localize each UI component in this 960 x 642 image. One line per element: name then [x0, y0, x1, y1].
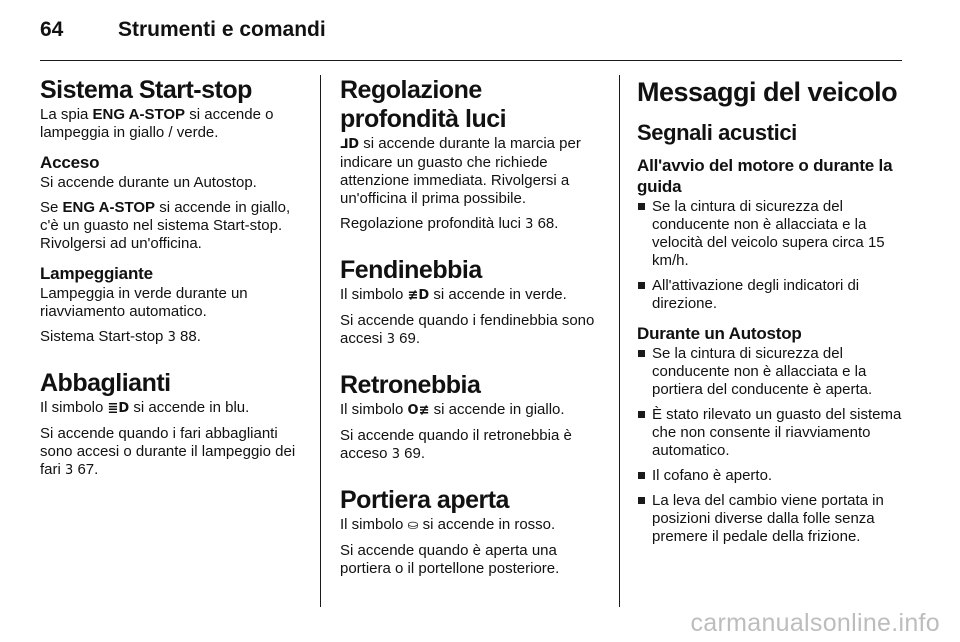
column-3: [637, 76, 907, 553]
page-reference-icon: 3: [65, 463, 74, 478]
page-reference[interactable]: 67.: [77, 461, 99, 478]
page-reference[interactable]: 69.: [399, 330, 421, 347]
page-reference-icon: 3: [525, 217, 534, 232]
lampeggiante-paragraph-2: Sistema Start-stop 3 88.: [40, 328, 201, 345]
eng-a-stop-label: ENG A-STOP: [92, 106, 186, 123]
watermark: carmanualsonline.info: [690, 609, 940, 637]
page-reference-icon: 3: [391, 447, 400, 462]
acceso-title: Acceso: [40, 153, 100, 172]
list-item: È stato rilevato un guasto del sistema che non consente il riavviamento automatico.: [637, 406, 907, 460]
retronebbia-paragraph-2: Si accende quando il retronebbia è acceso 3 69.: [340, 427, 572, 462]
column-divider-2: [619, 75, 620, 607]
page-header: [40, 18, 326, 42]
high-beam-icon: ≣D: [107, 401, 130, 416]
list-item: Se la cintura di sicurezza del conducente non è allacciata e la portiera del conducente è aperta.: [637, 345, 907, 399]
front-fog-light-icon: ≢D: [407, 288, 430, 303]
door-open-icon: ⛀: [407, 518, 419, 533]
portiera-paragraph-2: Si accende quando è aperta una portiera o il portellone posteriore.: [340, 542, 560, 577]
list-item: Il cofano è aperto.: [637, 467, 907, 485]
segnali-title: Segnali acustici: [637, 120, 797, 145]
list-item: Se la cintura di sicurezza del conducente non è allacciata e la velocità del veicolo supera circa 15 km/h.: [637, 198, 907, 270]
section-title: Strumenti e comandi: [118, 18, 326, 41]
start-stop-title: Sistema Start-stop: [40, 76, 252, 104]
page-reference-icon: 3: [386, 332, 395, 347]
abbaglianti-paragraph-1: Il simbolo ≣D si accende in blu.: [40, 399, 250, 416]
fendinebbia-paragraph-2: Si accende quando i fendinebbia sono accesi 3 69.: [340, 312, 595, 347]
column-2: [340, 76, 604, 585]
lampeggiante-paragraph-1: Lampeggia in verde durante un riavviamento automatico.: [40, 285, 248, 320]
acceso-paragraph-1: Si accende durante un Autostop.: [40, 174, 257, 191]
page-number: 64: [40, 18, 64, 41]
fendinebbia-title: Fendinebbia: [340, 256, 482, 284]
regolazione-paragraph-2: Regolazione profondità luci 3 68.: [340, 215, 559, 232]
lampeggiante-title: Lampeggiante: [40, 264, 153, 283]
column-1: [40, 76, 312, 487]
avvio-list: [637, 198, 907, 313]
page-reference-icon: 3: [167, 330, 176, 345]
portiera-title: Portiera aperta: [340, 486, 509, 514]
rear-fog-light-icon: O≢: [407, 403, 430, 418]
page-reference[interactable]: 69.: [404, 445, 426, 462]
regolazione-paragraph-1: ⅃D si accende durante la marcia per indicare un guasto che richiede attenzione immediata. Rivolgersi a un'officina il prima possibile.: [340, 135, 581, 207]
page-reference[interactable]: 88.: [180, 328, 201, 345]
autostop-title: Durante un Autostop: [637, 324, 802, 343]
avvio-title: All'avvio del motore o durante la guida: [637, 156, 893, 196]
messaggi-title: Messaggi del veicolo: [637, 77, 898, 107]
eng-a-stop-label: ENG A-STOP: [62, 199, 156, 216]
list-item: La leva del cambio viene portata in posizioni diverse dalla folle senza premere il pedale della frizione.: [637, 492, 907, 546]
regolazione-title: Regolazione profondità luci: [340, 76, 507, 133]
portiera-paragraph-1: Il simbolo ⛀ si accende in rosso.: [340, 516, 556, 533]
column-divider-1: [320, 75, 321, 607]
fendinebbia-paragraph-1: Il simbolo ≢D si accende in verde.: [340, 286, 567, 303]
headlight-range-icon: ⅃D: [340, 137, 360, 152]
header-rule: [40, 60, 902, 61]
autostop-list: [637, 345, 907, 546]
abbaglianti-paragraph-2: Si accende quando i fari abbaglianti sono accesi o durante il lampeggio dei fari 3 67.: [40, 425, 296, 478]
acceso-paragraph-2: Se ENG A-STOP si accende in giallo, c'è un guasto nel sistema Start-stop. Rivolgersi ad un'officina.: [40, 199, 291, 252]
retronebbia-title: Retronebbia: [340, 371, 481, 399]
abbaglianti-title: Abbaglianti: [40, 369, 171, 397]
start-stop-paragraph: La spia ENG A-STOP si accende o lampeggia in giallo / verde.: [40, 106, 274, 141]
page-reference[interactable]: 68.: [537, 215, 559, 232]
retronebbia-paragraph-1: Il simbolo O≢ si accende in giallo.: [340, 401, 565, 418]
list-item: All'attivazione degli indicatori di direzione.: [637, 277, 907, 313]
